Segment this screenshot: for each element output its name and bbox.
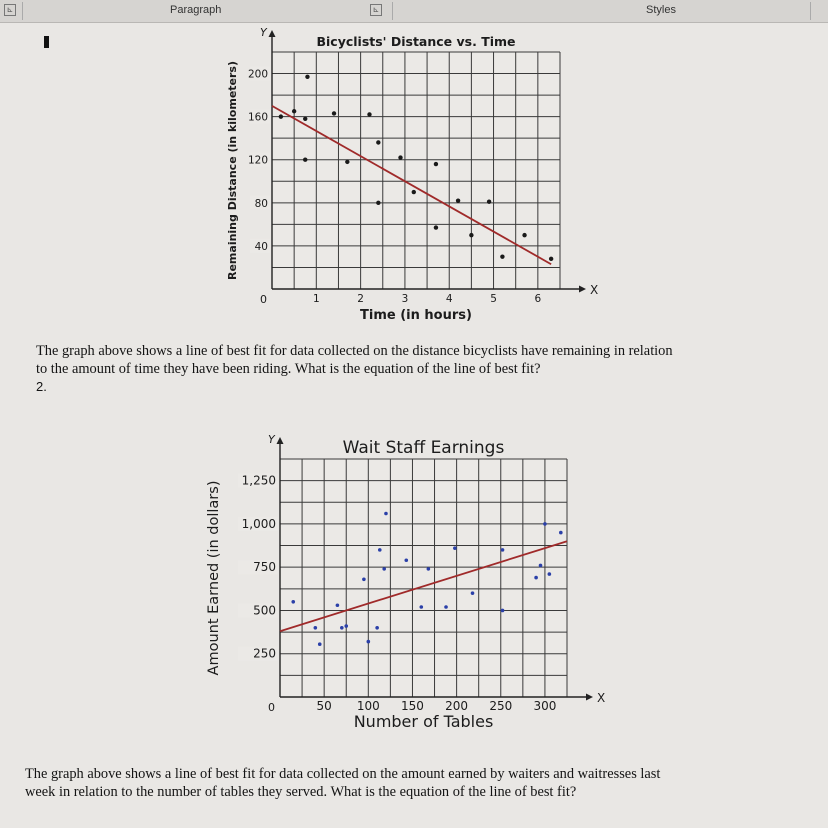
x-axis-letter: X [597,691,606,705]
question-1-line-2: to the amount of time they have been riding. What is the equation of the line of best fit? [36,361,541,377]
x-axis-label: Number of Tables [353,712,494,731]
y-tick-label: 200 [247,68,268,81]
x-tick-label: 100 [356,699,380,713]
origin-label: 0 [260,293,267,306]
data-point [453,546,457,550]
data-point [548,572,552,576]
y-tick-label: 40 [254,240,268,253]
question-2-line-1: The graph above shows a line of best fit for data collected on the amount earned by waiters and waitresses last [25,766,661,782]
origin-label: 0 [268,701,275,714]
chart-title: Bicyclists' Distance vs. Time [316,34,516,49]
data-point [444,605,448,609]
x-axis-letter: X [590,283,599,297]
y-axis-label: Amount Earned (in dollars) [206,480,222,676]
x-tick-label: 50 [316,699,332,713]
data-point [501,609,505,613]
data-point [314,626,318,630]
x-tick-label: 1 [312,293,320,305]
x-axis-label: Time (in hours) [360,308,472,323]
data-point [382,567,386,571]
data-point [336,603,340,607]
data-point [340,626,344,630]
y-tick-label: 160 [247,111,268,124]
y-axis-letter: Y [260,26,267,39]
y-tick-label: 120 [247,154,268,167]
data-point [367,640,371,644]
data-point [501,548,505,552]
paragraph-dialog-launcher-icon[interactable]: ⊾ [370,4,382,16]
data-point [471,591,475,595]
data-point [404,558,408,562]
y-axis-label: Remaining Distance (in kilometers) [226,60,239,281]
y-tick-label: 1,000 [241,516,276,531]
data-point [534,576,538,580]
y-axis-arrow-icon [277,437,284,444]
y-tick-label: 80 [254,197,268,210]
x-tick-label: 150 [401,699,424,713]
data-point [375,626,379,630]
data-point [539,564,543,568]
data-point [378,548,382,552]
y-tick-label: 750 [253,560,276,575]
x-tick-label: 2 [357,293,364,305]
plot-area [280,459,567,697]
y-axis-letter: Y [268,433,275,446]
y-tick-label: 1,250 [241,473,276,488]
data-point [559,531,563,535]
question-2-line-2: week in relation to the number of tables they served. What is the equation of the line of best fit? [25,784,577,800]
x-tick-label: 300 [533,699,557,713]
data-point [419,605,423,609]
data-point [344,624,348,628]
y-tick-label: 250 [253,646,276,661]
question-number: 2. [36,379,47,394]
data-point [362,577,366,581]
ribbon-group-paragraph-label: Paragraph [170,4,222,16]
x-tick-label: 5 [490,293,497,305]
question-1-line-1: The graph above shows a line of best fit for data collected on the distance bicyclists have remaining in relation [36,343,673,359]
x-tick-label: 4 [445,293,453,305]
x-axis-arrow-icon [586,694,593,701]
data-point [318,642,322,646]
chart-title: Wait Staff Earnings [342,438,505,458]
ribbon-group-styles-label: Styles [646,4,676,16]
data-point [543,522,547,526]
x-tick-label: 6 [534,293,542,305]
x-tick-label: 200 [445,699,469,713]
x-tick-label: 3 [401,293,409,305]
data-point [384,512,388,516]
data-point [291,600,295,604]
y-tick-label: 500 [253,603,276,618]
question-2-text [25,765,660,801]
data-point [427,567,431,571]
font-dialog-launcher-icon[interactable]: ⊾ [4,4,16,16]
x-tick-label: 250 [489,699,513,713]
